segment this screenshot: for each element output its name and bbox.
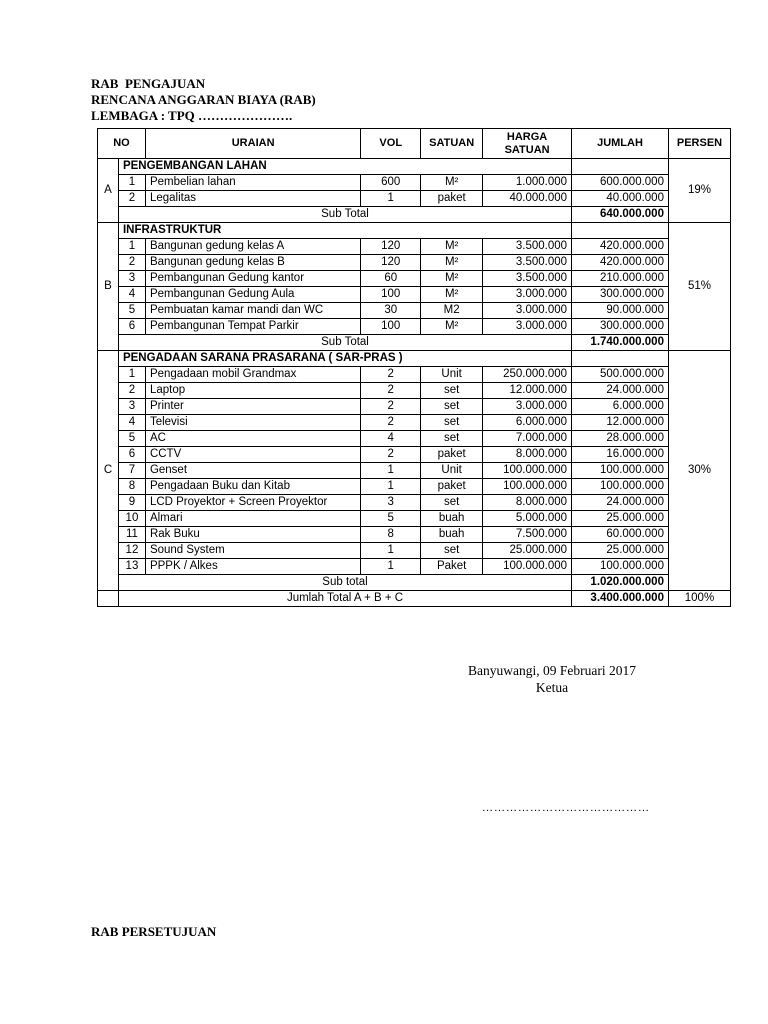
subtotal-row — [98, 207, 731, 223]
item-volume: 2 — [361, 367, 421, 383]
section-percent: 51% — [668, 223, 730, 351]
section-title-row — [98, 351, 731, 367]
signer-role: Ketua — [535, 680, 569, 695]
item-unit: set — [421, 415, 483, 431]
grand-total-percent: 100% — [668, 591, 730, 607]
item-unit-price: 3.500.000 — [483, 255, 572, 271]
table-row — [98, 495, 731, 511]
signature-line: …………………………………… — [482, 802, 650, 814]
item-unit: M² — [421, 287, 483, 303]
item-amount: 420.000.000 — [572, 239, 669, 255]
item-no: 8 — [118, 479, 145, 495]
item-volume: 100 — [361, 319, 421, 335]
footer-title: RAB PERSETUJUAN — [91, 924, 217, 939]
item-description: Sound System — [145, 543, 360, 559]
section-title-spacer — [572, 223, 669, 239]
item-no: 6 — [118, 319, 145, 335]
item-volume: 30 — [361, 303, 421, 319]
section-letter: C — [98, 351, 119, 591]
section-title: PENGADAAN SARANA PRASARANA ( SAR-PRAS ) — [118, 351, 571, 367]
item-no: 2 — [118, 383, 145, 399]
item-volume: 60 — [361, 271, 421, 287]
item-unit: paket — [421, 479, 483, 495]
section-letter: A — [98, 159, 119, 223]
item-volume: 120 — [361, 239, 421, 255]
place-date: Banyuwangi, 09 Februari 2017 — [468, 663, 636, 678]
item-unit-price: 5.000.000 — [483, 511, 572, 527]
item-volume: 2 — [361, 383, 421, 399]
subtotal-amount: 640.000.000 — [572, 207, 669, 223]
item-unit: Paket — [421, 559, 483, 575]
item-unit: set — [421, 399, 483, 415]
item-volume: 4 — [361, 431, 421, 447]
item-description: Rak Buku — [145, 527, 360, 543]
column-header: URAIAN — [145, 129, 360, 159]
table-row — [98, 383, 731, 399]
item-volume: 1 — [361, 543, 421, 559]
item-volume: 1 — [361, 463, 421, 479]
item-unit-price: 3.000.000 — [483, 319, 572, 335]
subtotal-label: Sub Total — [118, 335, 571, 351]
item-description: LCD Proyektor + Screen Proyektor — [145, 495, 360, 511]
item-no: 13 — [118, 559, 145, 575]
item-volume: 1 — [361, 479, 421, 495]
item-unit-price: 8.000.000 — [483, 495, 572, 511]
item-volume: 2 — [361, 447, 421, 463]
item-amount: 16.000.000 — [572, 447, 669, 463]
item-no: 4 — [118, 287, 145, 303]
item-volume: 600 — [361, 175, 421, 191]
item-unit-price: 100.000.000 — [483, 559, 572, 575]
section-letter: B — [98, 223, 119, 351]
item-no: 6 — [118, 447, 145, 463]
item-amount: 6.000.000 — [572, 399, 669, 415]
item-unit: M² — [421, 175, 483, 191]
item-unit-price: 100.000.000 — [483, 463, 572, 479]
item-no: 9 — [118, 495, 145, 511]
item-volume: 1 — [361, 191, 421, 207]
document-header — [91, 76, 316, 124]
table-row — [98, 527, 731, 543]
item-unit: Unit — [421, 367, 483, 383]
item-description: Pengadaan Buku dan Kitab — [145, 479, 360, 495]
item-amount: 60.000.000 — [572, 527, 669, 543]
item-amount: 100.000.000 — [572, 559, 669, 575]
item-no: 5 — [118, 303, 145, 319]
subtotal-label: Sub total — [118, 575, 571, 591]
item-description: Genset — [145, 463, 360, 479]
item-description: PPPK / Alkes — [145, 559, 360, 575]
subtotal-row — [98, 575, 731, 591]
item-no: 7 — [118, 463, 145, 479]
item-description: CCTV — [145, 447, 360, 463]
section-percent: 19% — [668, 159, 730, 223]
section-percent: 30% — [668, 351, 730, 591]
budget-table — [97, 128, 731, 607]
section-title-spacer — [572, 351, 669, 367]
item-unit: buah — [421, 527, 483, 543]
item-volume: 2 — [361, 415, 421, 431]
grand-total-row — [98, 591, 731, 607]
item-volume: 2 — [361, 399, 421, 415]
subtotal-amount: 1.020.000.000 — [572, 575, 669, 591]
column-header: VOL — [361, 129, 421, 159]
item-no: 1 — [118, 175, 145, 191]
item-description: Pembangunan Gedung kantor — [145, 271, 360, 287]
grand-total-spacer — [98, 591, 119, 607]
item-no: 12 — [118, 543, 145, 559]
item-unit: set — [421, 543, 483, 559]
item-unit: M² — [421, 271, 483, 287]
item-volume: 5 — [361, 511, 421, 527]
item-unit: paket — [421, 191, 483, 207]
item-unit: set — [421, 383, 483, 399]
column-header: JUMLAH — [572, 129, 669, 159]
table-row — [98, 271, 731, 287]
section-title-row — [98, 223, 731, 239]
item-description: Printer — [145, 399, 360, 415]
item-unit-price: 8.000.000 — [483, 447, 572, 463]
section-title: INFRASTRUKTUR — [118, 223, 571, 239]
item-unit-price: 3.500.000 — [483, 271, 572, 287]
item-description: Pembelian lahan — [145, 175, 360, 191]
column-header: NO — [98, 129, 146, 159]
section-title-spacer — [572, 159, 669, 175]
item-no: 5 — [118, 431, 145, 447]
item-no: 11 — [118, 527, 145, 543]
item-unit-price: 40.000.000 — [483, 191, 572, 207]
item-amount: 300.000.000 — [572, 287, 669, 303]
item-unit-price: 6.000.000 — [483, 415, 572, 431]
item-unit-price: 7.000.000 — [483, 431, 572, 447]
item-unit: M² — [421, 319, 483, 335]
item-unit: Unit — [421, 463, 483, 479]
item-unit-price: 3.000.000 — [483, 399, 572, 415]
item-amount: 25.000.000 — [572, 511, 669, 527]
item-amount: 24.000.000 — [572, 383, 669, 399]
item-amount: 210.000.000 — [572, 271, 669, 287]
item-unit: M² — [421, 239, 483, 255]
grand-total-amount: 3.400.000.000 — [572, 591, 669, 607]
item-no: 3 — [118, 271, 145, 287]
table-row — [98, 191, 731, 207]
subtotal-amount: 1.740.000.000 — [572, 335, 669, 351]
item-unit-price: 250.000.000 — [483, 367, 572, 383]
table-row — [98, 367, 731, 383]
item-amount: 500.000.000 — [572, 367, 669, 383]
section-title: PENGEMBANGAN LAHAN — [118, 159, 571, 175]
item-volume: 3 — [361, 495, 421, 511]
table-row — [98, 463, 731, 479]
item-no: 1 — [118, 367, 145, 383]
item-no: 2 — [118, 191, 145, 207]
item-amount: 12.000.000 — [572, 415, 669, 431]
item-unit-price: 25.000.000 — [483, 543, 572, 559]
table-row — [98, 303, 731, 319]
item-volume: 1 — [361, 559, 421, 575]
item-description: Bangunan gedung kelas A — [145, 239, 360, 255]
table-row — [98, 511, 731, 527]
section-title-row — [98, 159, 731, 175]
item-amount: 28.000.000 — [572, 431, 669, 447]
item-no: 2 — [118, 255, 145, 271]
item-description: Almari — [145, 511, 360, 527]
item-amount: 420.000.000 — [572, 255, 669, 271]
item-description: Pembangunan Gedung Aula — [145, 287, 360, 303]
subtotal-row — [98, 335, 731, 351]
item-description: Laptop — [145, 383, 360, 399]
table-body — [98, 159, 731, 607]
item-unit: paket — [421, 447, 483, 463]
grand-total-label: Jumlah Total A + B + C — [118, 591, 571, 607]
header-subtitle: RENCANA ANGGARAN BIAYA (RAB) — [91, 92, 316, 107]
table-row — [98, 175, 731, 191]
item-unit-price: 3.000.000 — [483, 287, 572, 303]
item-no: 4 — [118, 415, 145, 431]
item-volume: 8 — [361, 527, 421, 543]
item-unit-price: 12.000.000 — [483, 383, 572, 399]
table-row — [98, 255, 731, 271]
item-unit-price: 100.000.000 — [483, 479, 572, 495]
table-row — [98, 415, 731, 431]
item-amount: 90.000.000 — [572, 303, 669, 319]
item-unit-price: 3.000.000 — [483, 303, 572, 319]
subtotal-label: Sub Total — [118, 207, 571, 223]
item-volume: 100 — [361, 287, 421, 303]
item-unit-price: 1.000.000 — [483, 175, 572, 191]
item-unit-price: 7.500.000 — [483, 527, 572, 543]
item-volume: 120 — [361, 255, 421, 271]
item-description: AC — [145, 431, 360, 447]
item-amount: 24.000.000 — [572, 495, 669, 511]
table-row — [98, 479, 731, 495]
item-no: 3 — [118, 399, 145, 415]
item-amount: 300.000.000 — [572, 319, 669, 335]
table-row — [98, 399, 731, 415]
item-amount: 100.000.000 — [572, 479, 669, 495]
header-title: RAB PENGAJUAN — [91, 76, 206, 91]
item-description: Pengadaan mobil Grandmax — [145, 367, 360, 383]
item-unit: M² — [421, 255, 483, 271]
item-amount: 600.000.000 — [572, 175, 669, 191]
table-row — [98, 239, 731, 255]
item-amount: 40.000.000 — [572, 191, 669, 207]
column-header: SATUAN — [421, 129, 483, 159]
item-description: Televisi — [145, 415, 360, 431]
column-header: PERSEN — [668, 129, 730, 159]
table-row — [98, 431, 731, 447]
item-unit-price: 3.500.000 — [483, 239, 572, 255]
item-unit: buah — [421, 511, 483, 527]
signature-block — [468, 662, 636, 696]
item-unit: set — [421, 431, 483, 447]
table-row — [98, 543, 731, 559]
column-header: HARGA SATUAN — [483, 129, 572, 159]
item-no: 10 — [118, 511, 145, 527]
item-description: Legalitas — [145, 191, 360, 207]
item-amount: 25.000.000 — [572, 543, 669, 559]
item-unit: set — [421, 495, 483, 511]
item-description: Pembuatan kamar mandi dan WC — [145, 303, 360, 319]
header-institution: LEMBAGA : TPQ …………………. — [91, 108, 293, 123]
table-row — [98, 319, 731, 335]
item-amount: 100.000.000 — [572, 463, 669, 479]
table-row — [98, 559, 731, 575]
item-description: Bangunan gedung kelas B — [145, 255, 360, 271]
table-header-row — [98, 129, 731, 159]
table-row — [98, 447, 731, 463]
table-row — [98, 287, 731, 303]
item-description: Pembangunan Tempat Parkir — [145, 319, 360, 335]
item-no: 1 — [118, 239, 145, 255]
item-unit: M2 — [421, 303, 483, 319]
